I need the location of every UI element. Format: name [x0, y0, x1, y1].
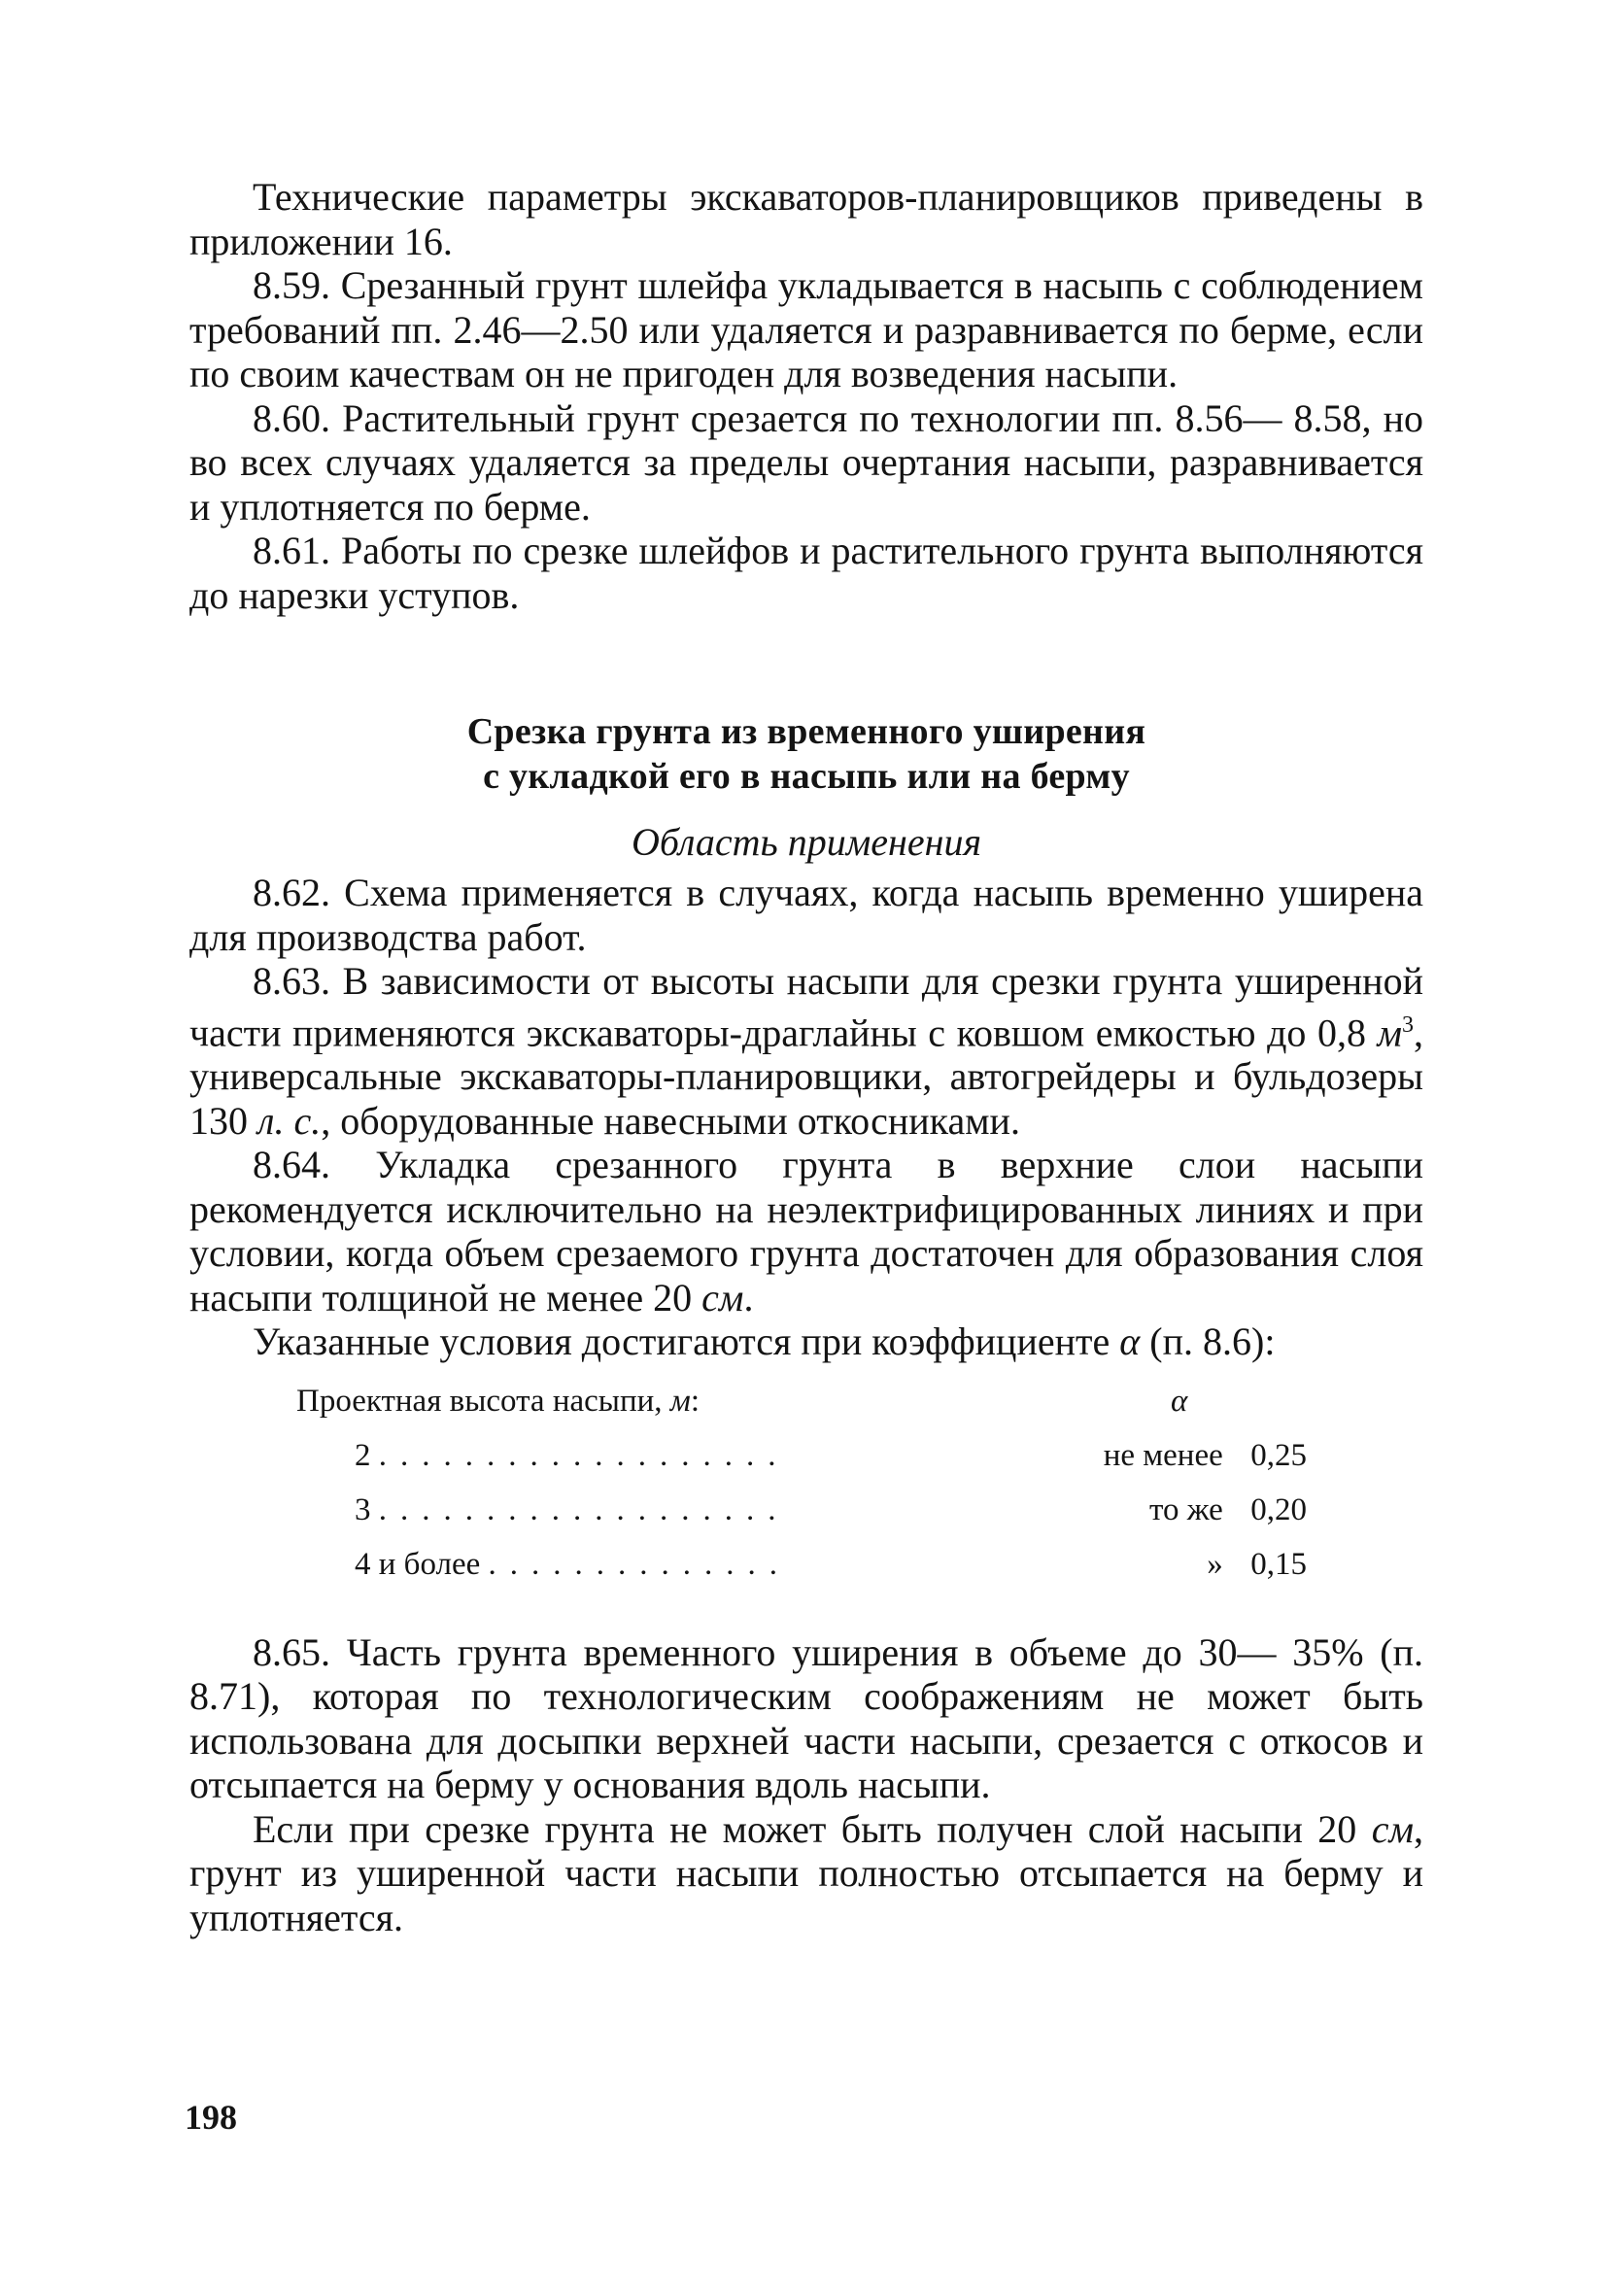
table-header-label: Проектная высота насыпи, м:	[296, 1383, 700, 1419]
table-cell-alpha: не менее 0,25	[1103, 1437, 1307, 1473]
paragraph-8-61: 8.61. Работы по срезке шлейфов и растительного грунта выполняются до нарезки уступов.	[189, 529, 1423, 617]
table-header	[189, 1384, 1423, 1438]
paragraph-conditions: Указанные условия достигаются при коэффициенте α (п. 8.6):	[253, 1319, 1276, 1364]
section-title-line2: с укладкой его в насыпь или на берму	[483, 756, 1130, 797]
paragraph-8-60: 8.60. Растительный грунт срезается по технологии пп. 8.56— 8.58, но во всех случаях удаляется за пределы очертания насыпи, разравнивается и уплотняется по берме.	[189, 395, 1423, 529]
paragraph-8-64: 8.64. Укладка срезанного грунта в верхние слои насыпи рекомендуется исключительно на неэлектрифицированных линиях и при условии, когда объем срезаемого грунта достаточен для образования слоя насыпи толщиной не менее 20 см.	[189, 1143, 1423, 1319]
table-header-alpha: α	[1171, 1383, 1188, 1419]
section-subtitle: Область применения	[631, 820, 982, 864]
section-title-line1: Срезка грунта из временного уширения	[466, 711, 1146, 752]
table-cell-height: 3 ...................	[355, 1491, 790, 1527]
table-cell-alpha: то же 0,20	[1149, 1491, 1307, 1527]
table-row	[189, 1438, 1423, 1492]
page-content	[189, 175, 1423, 1939]
table-cell-height: 2 ...................	[355, 1437, 790, 1473]
table-cell-alpha: » 0,15	[1207, 1546, 1307, 1582]
table-cell-height: 4 и более ..............	[355, 1546, 792, 1582]
page-number: 198	[185, 2098, 237, 2137]
table-row	[189, 1492, 1423, 1547]
paragraph-8-63: 8.63. В зависимости от высоты насыпи для срезки грунта уширенной части применяются экскаваторы-драглайны с ковшом емкостью до 0,8 $м^3$, универсальные экскаваторы-планировщики, автогрейдеры и бульдозеры 130 л. с., оборудованные навесными откосниками.	[189, 959, 1423, 1143]
section-gap	[189, 617, 1423, 709]
paragraph-8-65: 8.65. Часть грунта временного уширения в объеме до 30— 35% (п. 8.71), которая по технологическим соображениям не может быть использована для досыпки верхней части насыпи, срезается с откосов и отсыпается на берму у основания вдоль насыпи.	[189, 1629, 1423, 1807]
coefficient-table	[189, 1384, 1423, 1601]
paragraph-8-62: 8.62. Схема применяется в случаях, когда насыпь временно уширена для производства работ.	[189, 871, 1423, 959]
paragraph-8-59: 8.59. Срезанный грунт шлейфа укладывается в насыпь с соблюдением требований пп. 2.46—2.50 или удаляется и разравнивается по берме, если по своим качествам он не пригоден для возведения насыпи.	[189, 263, 1423, 395]
table-row	[189, 1547, 1423, 1601]
paragraph-final: Если при срезке грунта не может быть получен слой насыпи 20 см, грунт из уширенной части насыпи полностью отсыпается на берму и уплотняется.	[189, 1806, 1423, 1939]
paragraph-technical-params: Технические параметры экскаваторов-планировщиков приведены в приложении 16.	[189, 175, 1423, 263]
